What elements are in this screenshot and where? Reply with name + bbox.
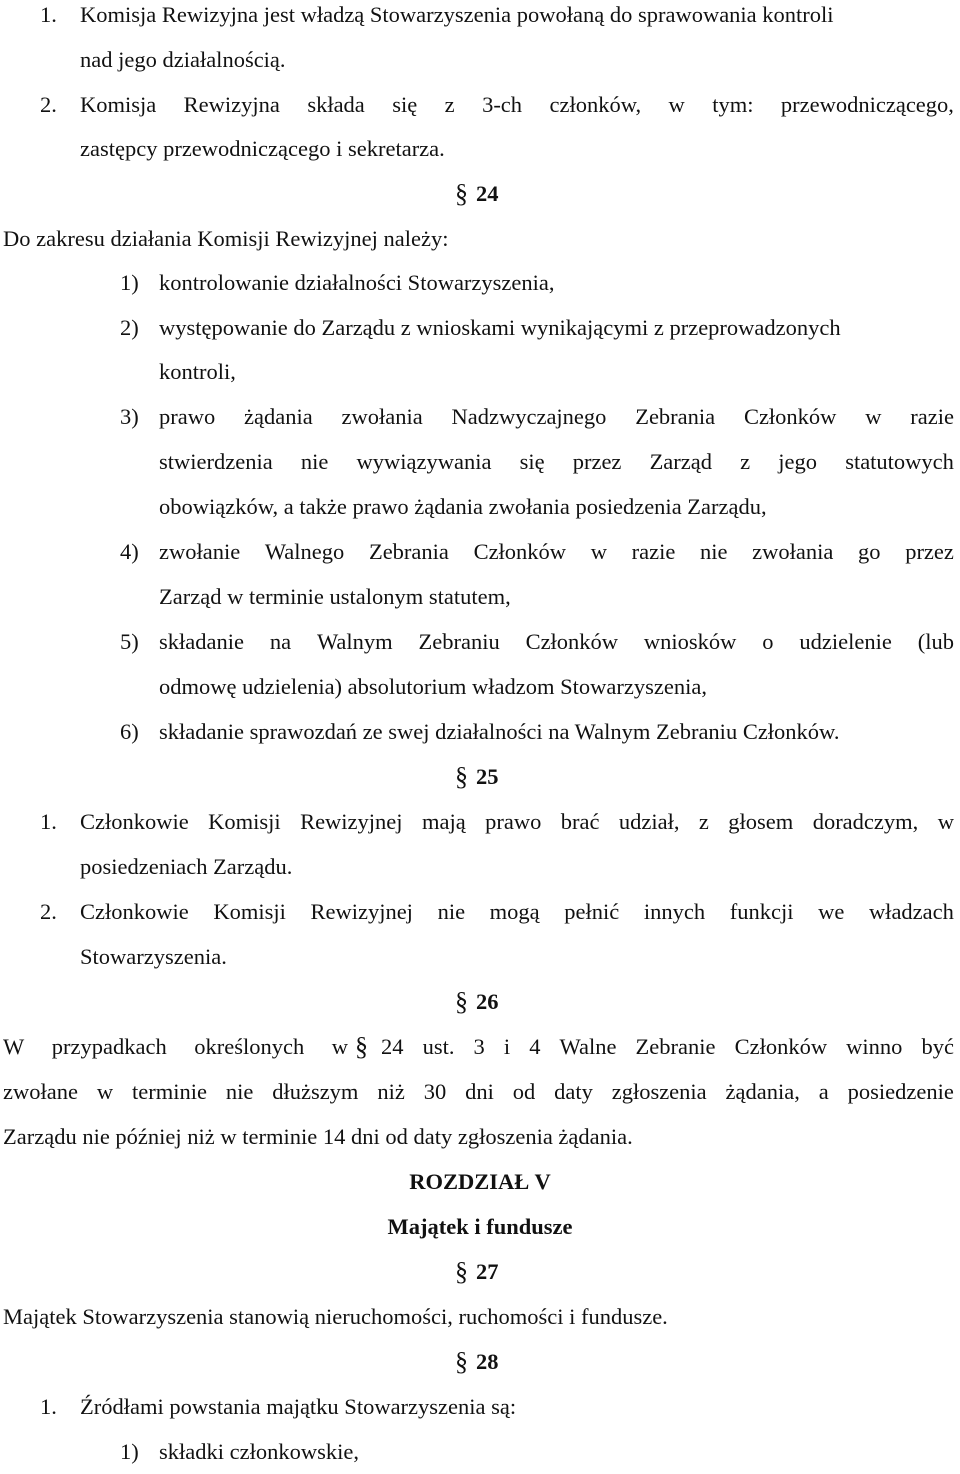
list-text: składanie sprawozdań ze swej działalności na Walnym Zebraniu Członków. — [159, 719, 840, 744]
word: jego — [778, 449, 818, 474]
list-number: 1. — [40, 2, 57, 27]
word: go — [858, 539, 881, 564]
word: terminie — [131, 1079, 207, 1104]
word: przypadkach — [51, 1034, 167, 1059]
list-number: 2. — [40, 899, 57, 924]
word: prawo — [159, 404, 216, 429]
s24-item2-line2 — [0, 349, 960, 394]
list-text: obowiązków, a także prawo żądania zwołania posiedzenia Zarządu, — [159, 494, 767, 519]
word: zwołania — [341, 404, 423, 429]
word: zwołania — [752, 539, 834, 564]
word: się — [392, 92, 418, 117]
paragraph-text: Źródłami powstania majątku Stowarzyszenia są: — [80, 1394, 517, 1419]
word: się — [519, 449, 545, 474]
word: W — [3, 1034, 25, 1059]
list-text: odmowę udzielenia) absolutorium władzom Stowarzyszenia, — [159, 674, 707, 699]
paragraph-text — [381, 1024, 954, 1069]
word: Członkowie — [80, 809, 189, 834]
word: Członków — [743, 404, 837, 429]
word: określonych — [194, 1034, 305, 1059]
word: z — [698, 809, 709, 834]
word: posiedzenie — [847, 1079, 954, 1104]
section-number: 24 — [476, 181, 499, 206]
word: Walnym — [316, 629, 393, 654]
word: ust. — [422, 1034, 455, 1059]
section-number: 26 — [476, 989, 499, 1014]
list-text: Zarząd w terminie ustalonym statutem, — [159, 584, 511, 609]
list-number: 1. — [40, 809, 57, 834]
word: daty — [554, 1079, 593, 1104]
word: Zebrania — [635, 404, 716, 429]
word: z — [740, 449, 751, 474]
list-number: 5) — [120, 629, 139, 654]
section-mark: § — [455, 987, 468, 1016]
word: zwołanie — [159, 539, 241, 564]
word: Członków — [734, 1034, 828, 1059]
paragraph-text: posiedzeniach Zarządu. — [80, 854, 293, 879]
list-text — [159, 529, 954, 574]
list-number: 1. — [40, 1394, 57, 1419]
list-text: składki członkowskie, — [159, 1439, 359, 1464]
s28-item1 — [0, 1429, 960, 1474]
paragraph-text: nad jego działalnością. — [80, 47, 286, 72]
word: funkcji — [729, 899, 794, 924]
section-mark: § — [455, 1347, 468, 1376]
word: Członkowie — [80, 899, 189, 924]
section-mark: § — [455, 179, 468, 208]
word: głosem — [728, 809, 794, 834]
list-number: 1) — [120, 1439, 139, 1464]
word: Rewizyjna — [183, 92, 280, 117]
s25-p1-line1 — [0, 799, 960, 844]
word: (lub — [917, 629, 954, 654]
paragraph-text — [80, 889, 954, 934]
word: w — [590, 539, 607, 564]
section-number: 27 — [476, 1259, 499, 1284]
s26-line2 — [0, 1069, 960, 1114]
chapter-subtitle: Majątek i fundusze — [387, 1214, 573, 1239]
word: zgłoszenia — [611, 1079, 707, 1104]
word: w — [331, 1034, 348, 1059]
word: Zebranie — [635, 1034, 716, 1059]
paragraph-text: zastępcy przewodniczącego i sekretarza. — [80, 136, 445, 161]
word: Rewizyjnej — [300, 809, 403, 834]
word: 30 — [423, 1079, 447, 1104]
list-text: kontrolowanie działalności Stowarzyszenia, — [159, 270, 555, 295]
s24-item5-line2 — [0, 664, 960, 709]
word: dłuższym — [272, 1079, 359, 1104]
word: na — [269, 629, 292, 654]
word: 24 — [381, 1034, 404, 1059]
word: przewodniczącego, — [780, 92, 954, 117]
word: a — [818, 1079, 829, 1104]
paragraph-text — [80, 799, 954, 844]
word: wniosków — [643, 629, 737, 654]
list-text — [159, 439, 954, 484]
word: tym: — [712, 92, 754, 117]
paragraph-text: Stowarzyszenia. — [80, 944, 227, 969]
word: o — [762, 629, 774, 654]
paragraph-text — [3, 1024, 348, 1069]
section-number: 28 — [476, 1349, 499, 1374]
s24-item4-line1 — [0, 529, 960, 574]
s24-item1 — [0, 260, 960, 305]
s24-item2-line1 — [0, 305, 960, 350]
word: winno — [846, 1034, 903, 1059]
word: żądania, — [725, 1079, 800, 1104]
s24-intro — [0, 216, 960, 261]
section-heading-28 — [455, 1339, 515, 1384]
s24-item6 — [0, 709, 960, 754]
word: mogą — [489, 899, 540, 924]
s26-line3 — [0, 1114, 960, 1159]
word: mają — [421, 809, 466, 834]
word: Komisji — [208, 809, 281, 834]
word: w — [937, 809, 954, 834]
section-heading-26 — [455, 979, 515, 1024]
word: pełnić — [564, 899, 620, 924]
word: prawo — [485, 809, 542, 834]
word: składa — [307, 92, 365, 117]
word: dni — [465, 1079, 494, 1104]
top-p1-line1 — [0, 0, 960, 37]
word: władzach — [868, 899, 954, 924]
word: żądania — [244, 404, 313, 429]
word: od — [512, 1079, 536, 1104]
paragraph-text: Do zakresu działania Komisji Rewizyjnej należy: — [3, 226, 449, 251]
word: nie — [437, 899, 466, 924]
word: Zebraniu — [418, 629, 500, 654]
list-number: 2. — [40, 92, 57, 117]
s27-text — [0, 1294, 960, 1339]
top-p2-line1 — [0, 82, 960, 127]
section-mark: § — [355, 1032, 368, 1061]
paragraph-text: Majątek Stowarzyszenia stanowią nieruchomości, ruchomości i fundusze. — [3, 1304, 668, 1329]
word: statutowych — [845, 449, 954, 474]
s24-item3-line2 — [0, 439, 960, 484]
section-heading-25 — [455, 754, 515, 799]
s26-line1 — [0, 1024, 960, 1069]
list-number: 1) — [120, 270, 139, 295]
s24-item3-line1 — [0, 394, 960, 439]
list-text — [159, 619, 954, 664]
s24-item5-line1 — [0, 619, 960, 664]
s25-p2-line2 — [0, 934, 960, 979]
word: 3-ch — [482, 92, 523, 117]
word: nie — [300, 449, 329, 474]
word: Zarząd — [649, 449, 713, 474]
chapter-title: ROZDZIAŁ V — [409, 1169, 551, 1194]
word: Zebrania — [368, 539, 449, 564]
list-text — [159, 394, 954, 439]
word: Walnego — [264, 539, 345, 564]
word: i — [503, 1034, 511, 1059]
word: Nadzwyczajnego — [451, 404, 607, 429]
section-heading-27 — [455, 1249, 515, 1294]
word: we — [818, 899, 845, 924]
list-number: 6) — [120, 719, 139, 744]
section-mark: § — [455, 762, 468, 791]
paragraph-text — [3, 1069, 954, 1114]
word: nie — [700, 539, 728, 564]
s25-p2-line1 — [0, 889, 960, 934]
section-number: 25 — [476, 764, 499, 789]
word: zwołane — [3, 1079, 78, 1104]
word: w — [96, 1079, 114, 1104]
word: nie — [225, 1079, 254, 1104]
word: wywiązywania — [356, 449, 492, 474]
word: innych — [643, 899, 706, 924]
top-p2-line2 — [0, 126, 960, 171]
word: niż — [377, 1079, 405, 1104]
top-p1-line2 — [0, 37, 960, 82]
section-mark: § — [455, 1257, 468, 1286]
word: składanie — [159, 629, 244, 654]
word: 3 — [473, 1034, 485, 1059]
s25-p1-line2 — [0, 844, 960, 889]
word: udział, — [618, 809, 680, 834]
word: w — [668, 92, 685, 117]
s28-p1 — [0, 1384, 960, 1429]
s24-item4-line2 — [0, 574, 960, 619]
word: udzielenie — [799, 629, 892, 654]
list-number: 3) — [120, 404, 139, 429]
paragraph-text — [80, 82, 954, 127]
list-text: kontroli, — [159, 359, 236, 384]
word: 4 — [529, 1034, 541, 1059]
word: Komisji — [213, 899, 286, 924]
word: doradczym, — [812, 809, 919, 834]
s24-item3-line3 — [0, 484, 960, 529]
paragraph-text: Zarządu nie później niż w terminie 14 dni od daty zgłoszenia żądania. — [3, 1124, 633, 1149]
paragraph-text: Komisja Rewizyjna jest władzą Stowarzyszenia powołaną do sprawowania kontroli — [80, 2, 834, 27]
word: Członków — [473, 539, 567, 564]
word: przez — [572, 449, 622, 474]
word: razie — [910, 404, 954, 429]
list-number: 4) — [120, 539, 139, 564]
word: brać — [560, 809, 600, 834]
word: Członków — [525, 629, 619, 654]
word: Walne — [559, 1034, 617, 1059]
section-heading-24 — [455, 171, 515, 216]
word: przez — [905, 539, 954, 564]
list-text: występowanie do Zarządu z wnioskami wynikającymi z przeprowadzonych — [159, 315, 841, 340]
word: stwierdzenia — [159, 449, 273, 474]
word: Komisja — [80, 92, 157, 117]
word: być — [921, 1034, 954, 1059]
word: z — [444, 92, 455, 117]
word: Rewizyjnej — [310, 899, 413, 924]
list-number: 2) — [120, 315, 139, 340]
word: członków, — [549, 92, 642, 117]
word: w — [865, 404, 882, 429]
word: razie — [631, 539, 676, 564]
